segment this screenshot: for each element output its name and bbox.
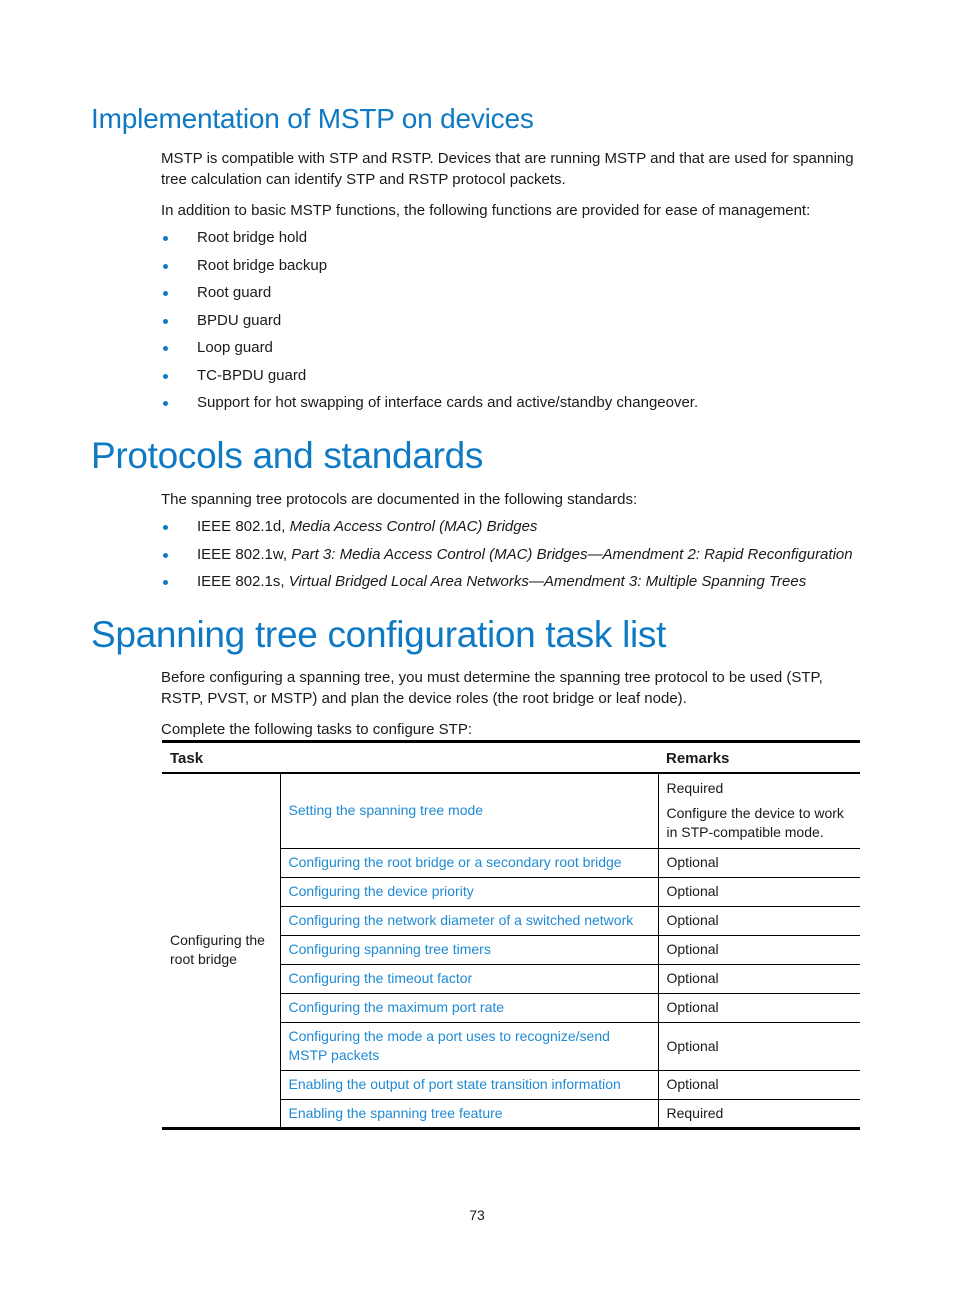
remark-cell: Optional [658, 935, 860, 964]
list-item: IEEE 802.1s, Virtual Bridged Local Area Networks—Amendment 3: Multiple Spanning Trees [161, 571, 881, 599]
remark-cell [658, 773, 860, 848]
bullet-icon [163, 291, 168, 296]
list-item: IEEE 802.1w, Part 3: Media Access Control (MAC) Bridges—Amendment 2: Rapid Reconfiguration [161, 544, 881, 572]
header-task: Task [162, 742, 658, 774]
remark-cell: Optional [658, 877, 860, 906]
protocols-paragraph: The spanning tree protocols are documented in the following standards: [161, 491, 638, 508]
page-number: 73 [469, 1207, 485, 1223]
bullet-icon [163, 236, 168, 241]
bullet-icon [163, 346, 168, 351]
bullet-icon [163, 319, 168, 324]
task-link[interactable]: Configuring the maximum port rate [280, 993, 658, 1022]
list-item: TC-BPDU guard [161, 365, 881, 393]
table-header-row [162, 742, 860, 774]
bullet-icon [163, 580, 168, 585]
remark-text: Required [666, 780, 724, 797]
list-item: BPDU guard [161, 310, 881, 338]
implementation-paragraph-1: MSTP is compatible with STP and RSTP. Devices that are running MSTP and that are used for spanning tree calculation can identify STP and RSTP protocol packets. [161, 150, 854, 188]
task-link[interactable]: Configuring spanning tree timers [280, 935, 658, 964]
task-link[interactable]: Enabling the spanning tree feature [280, 1099, 658, 1128]
list-item: Support for hot swapping of interface cards and active/standby changeover. [161, 392, 881, 420]
task-link[interactable]: Configuring the mode a port uses to recognize/send MSTP packets [280, 1022, 658, 1070]
list-item: Root bridge hold [161, 227, 881, 255]
bullet-icon [163, 374, 168, 379]
remark-cell: Optional [658, 906, 860, 935]
standard-title: Part 3: Media Access Control (MAC) Bridges—Amendment 2: Rapid Reconfiguration [291, 545, 853, 563]
remark-cell: Optional [658, 1022, 860, 1070]
header-remarks: Remarks [658, 742, 860, 774]
bullet-icon [163, 525, 168, 530]
bullet-icon [163, 401, 168, 406]
bullet-icon [163, 264, 168, 269]
list-item: Loop guard [161, 337, 881, 365]
section-heading-tasklist: Spanning tree configuration task list [91, 614, 667, 655]
list-item: Root guard [161, 282, 881, 310]
task-link[interactable]: Enabling the output of port state transition information [280, 1070, 658, 1099]
task-table [162, 740, 860, 1130]
list-item: IEEE 802.1d, Media Access Control (MAC) Bridges [161, 516, 881, 544]
task-link[interactable]: Configuring the timeout factor [280, 964, 658, 993]
task-link[interactable]: Configuring the root bridge or a secondary root bridge [280, 848, 658, 877]
standards-bullet-list [161, 516, 881, 599]
group-label: Configuring the root bridge [162, 773, 280, 1128]
implementation-bullet-list [161, 227, 881, 420]
remark-cell: Optional [658, 964, 860, 993]
standard-title: Virtual Bridged Local Area Networks—Amendment 3: Multiple Spanning Trees [288, 573, 807, 590]
section-heading-protocols: Protocols and standards [91, 435, 484, 476]
tasklist-paragraph-1: Before configuring a spanning tree, you must determine the spanning tree protocol to be used (STP, RSTP, PVST, or MSTP) and plan the device roles (the root bridge or leaf node). [161, 669, 823, 707]
task-link[interactable]: Configuring the network diameter of a switched network [280, 906, 658, 935]
remark-cell: Optional [658, 1070, 860, 1099]
implementation-paragraph-2: In addition to basic MSTP functions, the following functions are provided for ease of management: [161, 202, 811, 219]
remark-cell: Optional [658, 848, 860, 877]
task-link[interactable]: Configuring the device priority [280, 877, 658, 906]
section-heading-implementation: Implementation of MSTP on devices [91, 103, 534, 134]
remark-note: Configure the device to work in STP-compatible mode. [666, 805, 844, 841]
table-row [162, 773, 860, 848]
bullet-icon [163, 553, 168, 558]
standard-title: Media Access Control (MAC) Bridges [289, 518, 538, 535]
remark-cell: Required [658, 1099, 860, 1128]
tasklist-paragraph-2: Complete the following tasks to configure STP: [161, 721, 472, 738]
remark-cell: Optional [658, 993, 860, 1022]
task-link[interactable]: Setting the spanning tree mode [280, 773, 658, 848]
list-item: Root bridge backup [161, 255, 881, 283]
